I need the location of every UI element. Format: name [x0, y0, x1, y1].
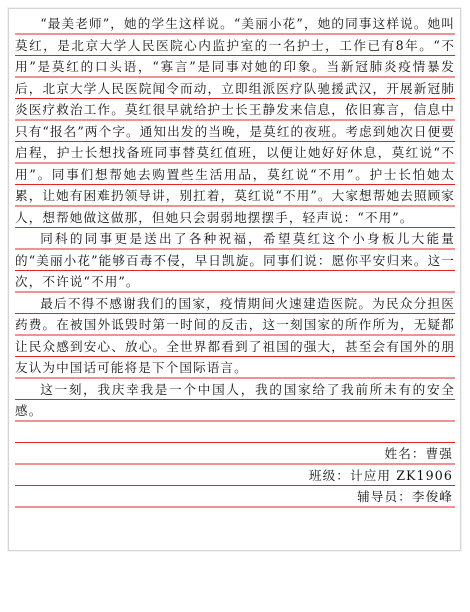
paragraph-2: 同科的同事更是送出了各种祝福，希望莫红这个小身板儿大能量的“美丽小花”能够百毒不侵，早日凯旋。同事们说：愿你平安归来。这一次，不许说“不用”。 — [15, 231, 455, 289]
signature-class: 班级：计应用 ZK1906 — [308, 467, 453, 483]
document-page — [8, 8, 461, 551]
signature-name: 姓名：曹强 — [384, 446, 453, 461]
signature-advisor: 辅导员：李俊峰 — [357, 489, 453, 504]
essay-body — [15, 13, 455, 508]
blank-ruled-line — [15, 422, 455, 444]
paragraph-1: “最美老师”，她的学生这样说。“美丽小花”，她的同事这样说。她叫莫红，是北京大学人民医院心内监护室的一名护士，工作已有8年。“不用”是莫红的口头语，“寡言”是同事对她的印象。当新冠肺炎疫情暴发后，北京大学人民医院闻令而动，立即组派医疗队驰援武汉，开展新冠肺炎医疗救治工作。莫红很早就给护士长王静发来信息，依旧寡言，信息中只有“报名”两个字。通知出发的当晚，是莫红的夜班。考虑到她次日便要启程，护士长想找备班同事替莫红值班，以便让她好好休息，莫红说“不用”。同事们想帮她去购置些生活用品，莫红说“不用”。护士长怕她太累，让她有困难扔领导讲，别扛着，莫红说“不用”。大家想帮她去照顾家人，想帮她做这做那，但她只会弱弱地摆摆手，轻声说：“不用”。 — [15, 16, 455, 225]
paragraph-3: 最后不得不感谢我们的国家，疫情期间火速建造医院。为民众分担医药费。在被国外诋毁时第一时间的反击，这一刻国家的所作所为，无疑都让民众感到安心、放心。全世界都看到了祖国的强大，甚至会有国外的朋友认为中国话可能将是下个国际语言。 — [15, 295, 455, 375]
paragraph-4: 这一刻，我庆幸我是一个中国人，我的国家给了我前所未有的安全感。 — [15, 381, 455, 418]
